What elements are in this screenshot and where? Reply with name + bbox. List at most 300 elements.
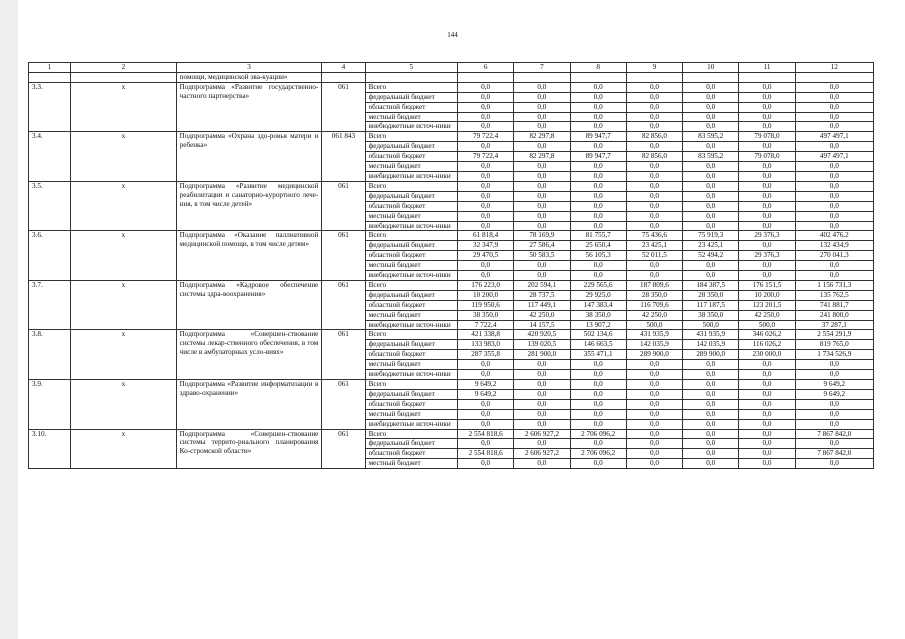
amount-cell: 0,0 (514, 221, 570, 231)
amount-cell: 27 586,4 (514, 241, 570, 251)
subprogram-name: Подпрограмма «Совершен-ствование системы лекар-ственного обеспечения, в том числе в амбулаторных усло-виях» (176, 330, 322, 380)
amount-cell: 0,0 (626, 261, 682, 271)
scan-edge (0, 0, 18, 639)
amount-cell: 7 722,4 (458, 320, 514, 330)
amount-cell: 0,0 (626, 389, 682, 399)
funding-source: федеральный бюджет (365, 290, 457, 300)
amount-cell: 0,0 (626, 360, 682, 370)
amount-cell: 0,0 (570, 271, 626, 281)
amount-cell: 75 436,6 (626, 231, 682, 241)
amount-cell: 0,0 (570, 380, 626, 390)
subprogram-name: Подпрограмма «Развитие информатизации в здраво-охранении» (176, 380, 322, 430)
amount-cell: 79 722,4 (458, 132, 514, 142)
amount-cell: 0,0 (739, 211, 795, 221)
section-x: x (71, 132, 176, 182)
amount-cell: 0,0 (514, 389, 570, 399)
amount-cell: 0,0 (458, 102, 514, 112)
amount-cell: 0,0 (514, 409, 570, 419)
amount-cell: 0,0 (458, 221, 514, 231)
funding-source: внебюджетные источ-ники (365, 171, 457, 181)
amount-cell: 0,0 (739, 449, 795, 459)
table-row (29, 82, 874, 92)
funding-source: федеральный бюджет (365, 340, 457, 350)
table-row (29, 72, 874, 82)
section-x: x (71, 280, 176, 330)
continued-name: помощи, медицинской эва-куации» (176, 72, 322, 82)
funding-source: Всего (365, 429, 457, 439)
subprogram-name: Подпрограмма «Развитие медицинской реабилитации и санаторно-курортного лече-ния, в том числе детей» (176, 181, 322, 231)
amount-cell: 0,0 (683, 459, 739, 469)
amount-cell: 82 297,8 (514, 152, 570, 162)
amount-cell: 0,0 (795, 360, 873, 370)
amount-cell: 0,0 (514, 201, 570, 211)
section-x: x (71, 330, 176, 380)
amount-cell: 0,0 (739, 221, 795, 231)
amount-cell: 0,0 (458, 162, 514, 172)
amount-cell: 0,0 (683, 92, 739, 102)
funding-source: областной бюджет (365, 201, 457, 211)
section-id: 3.7. (29, 280, 71, 330)
amount-cell: 0,0 (514, 142, 570, 152)
amount-cell: 0,0 (739, 409, 795, 419)
amount-cell: 79 078,0 (739, 152, 795, 162)
table-row (29, 280, 874, 290)
column-number: 11 (739, 63, 795, 73)
page-number: 144 (447, 31, 458, 39)
amount-cell: 0,0 (570, 409, 626, 419)
amount-cell: 421 338,8 (458, 330, 514, 340)
table-row (29, 181, 874, 191)
amount-cell: 117 187,5 (683, 300, 739, 310)
funding-source: внебюджетные источ-ники (365, 419, 457, 429)
amount-cell: 28 350,0 (626, 290, 682, 300)
amount-cell: 431 935,9 (626, 330, 682, 340)
amount-cell: 0,0 (683, 271, 739, 281)
column-number: 4 (322, 63, 365, 73)
amount-cell: 0,0 (570, 201, 626, 211)
column-number: 12 (795, 63, 873, 73)
amount-cell: 0,0 (626, 201, 682, 211)
funding-source: областной бюджет (365, 102, 457, 112)
amount-cell: 0,0 (683, 102, 739, 112)
amount-cell: 89 947,7 (570, 132, 626, 142)
amount-cell: 0,0 (739, 92, 795, 102)
funding-source: внебюджетные источ-ники (365, 271, 457, 281)
funding-source: федеральный бюджет (365, 191, 457, 201)
amount-cell: 0,0 (683, 449, 739, 459)
amount-cell: 119 950,6 (458, 300, 514, 310)
amount-cell: 9 649,2 (458, 389, 514, 399)
cell (795, 72, 873, 82)
amount-cell: 0,0 (626, 439, 682, 449)
amount-cell: 0,0 (570, 82, 626, 92)
amount-cell: 29 376,3 (739, 231, 795, 241)
amount-cell: 0,0 (570, 162, 626, 172)
amount-cell: 38 350,0 (570, 310, 626, 320)
amount-cell: 0,0 (626, 419, 682, 429)
cell (322, 72, 365, 82)
amount-cell: 7 867 842,0 (795, 429, 873, 439)
amount-cell: 0,0 (683, 181, 739, 191)
budget-code: 061 843 (322, 132, 365, 182)
amount-cell: 0,0 (626, 191, 682, 201)
funding-source: Всего (365, 132, 457, 142)
amount-cell: 0,0 (514, 191, 570, 201)
funding-source: Всего (365, 181, 457, 191)
section-id: 3.10. (29, 429, 71, 469)
amount-cell: 0,0 (739, 112, 795, 122)
amount-cell: 0,0 (458, 261, 514, 271)
amount-cell: 0,0 (570, 399, 626, 409)
subprogram-name: Подпрограмма «Развитие государственно-частного партнерства» (176, 82, 322, 132)
amount-cell: 502 134,6 (570, 330, 626, 340)
amount-cell: 0,0 (739, 201, 795, 211)
amount-cell: 9 649,2 (458, 380, 514, 390)
amount-cell: 0,0 (458, 459, 514, 469)
amount-cell: 0,0 (795, 112, 873, 122)
amount-cell: 0,0 (458, 211, 514, 221)
column-number: 5 (365, 63, 457, 73)
amount-cell: 187 809,6 (626, 280, 682, 290)
amount-cell: 0,0 (570, 122, 626, 132)
amount-cell: 0,0 (514, 211, 570, 221)
amount-cell: 0,0 (739, 142, 795, 152)
amount-cell: 0,0 (514, 122, 570, 132)
amount-cell: 0,0 (458, 171, 514, 181)
cell (29, 72, 71, 82)
amount-cell: 0,0 (683, 211, 739, 221)
amount-cell: 176 223,0 (458, 280, 514, 290)
amount-cell: 10 200,0 (739, 290, 795, 300)
amount-cell: 355 471,1 (570, 350, 626, 360)
amount-cell: 9 649,2 (795, 380, 873, 390)
amount-cell: 23 425,1 (683, 241, 739, 251)
amount-cell: 0,0 (795, 102, 873, 112)
column-number: 3 (176, 63, 322, 73)
amount-cell: 500,0 (739, 320, 795, 330)
amount-cell: 38 350,0 (683, 310, 739, 320)
amount-cell: 0,0 (683, 82, 739, 92)
amount-cell: 0,0 (683, 162, 739, 172)
amount-cell: 229 565,6 (570, 280, 626, 290)
amount-cell: 0,0 (458, 419, 514, 429)
section-x: x (71, 82, 176, 132)
amount-cell: 0,0 (458, 439, 514, 449)
amount-cell: 0,0 (795, 261, 873, 271)
amount-cell: 0,0 (570, 191, 626, 201)
amount-cell: 2 606 927,2 (514, 449, 570, 459)
table-row (29, 429, 874, 439)
amount-cell: 0,0 (739, 181, 795, 191)
amount-cell: 0,0 (795, 211, 873, 221)
amount-cell: 0,0 (683, 429, 739, 439)
cell (514, 72, 570, 82)
amount-cell: 117 449,1 (514, 300, 570, 310)
amount-cell: 10 200,0 (458, 290, 514, 300)
amount-cell: 0,0 (458, 82, 514, 92)
amount-cell: 89 947,7 (570, 152, 626, 162)
amount-cell: 2 706 096,2 (570, 449, 626, 459)
amount-cell: 0,0 (683, 409, 739, 419)
amount-cell: 0,0 (570, 221, 626, 231)
amount-cell: 52 494,2 (683, 251, 739, 261)
amount-cell: 346 026,2 (739, 330, 795, 340)
amount-cell: 0,0 (795, 171, 873, 181)
funding-source: Всего (365, 280, 457, 290)
amount-cell: 0,0 (570, 112, 626, 122)
amount-cell: 82 856,0 (626, 152, 682, 162)
amount-cell: 0,0 (570, 459, 626, 469)
funding-source: местный бюджет (365, 409, 457, 419)
amount-cell: 52 011,5 (626, 251, 682, 261)
column-number: 2 (71, 63, 176, 73)
amount-cell: 0,0 (739, 102, 795, 112)
amount-cell: 0,0 (514, 181, 570, 191)
amount-cell: 0,0 (795, 459, 873, 469)
amount-cell: 2 606 927,2 (514, 429, 570, 439)
amount-cell: 0,0 (570, 181, 626, 191)
subprogram-name: Подпрограмма «Оказание паллиативной медицинской помощи, в том числе детям» (176, 231, 322, 281)
funding-source: местный бюджет (365, 310, 457, 320)
amount-cell: 0,0 (626, 459, 682, 469)
amount-cell: 287 355,8 (458, 350, 514, 360)
funding-source: местный бюджет (365, 211, 457, 221)
amount-cell: 79 078,0 (739, 132, 795, 142)
amount-cell: 0,0 (739, 370, 795, 380)
amount-cell: 2 554 818,6 (458, 429, 514, 439)
column-number-row (29, 63, 874, 73)
amount-cell: 0,0 (739, 171, 795, 181)
amount-cell: 0,0 (683, 122, 739, 132)
funding-source: областной бюджет (365, 300, 457, 310)
amount-cell: 0,0 (795, 142, 873, 152)
amount-cell: 202 594,1 (514, 280, 570, 290)
amount-cell: 0,0 (739, 271, 795, 281)
amount-cell: 1 734 526,9 (795, 350, 873, 360)
budget-code: 061 (322, 280, 365, 330)
amount-cell: 0,0 (626, 399, 682, 409)
amount-cell: 0,0 (683, 221, 739, 231)
amount-cell: 14 157,5 (514, 320, 570, 330)
amount-cell: 497 497,1 (795, 132, 873, 142)
amount-cell: 0,0 (514, 370, 570, 380)
amount-cell: 2 706 096,2 (570, 429, 626, 439)
column-number: 10 (683, 63, 739, 73)
amount-cell: 28 350,0 (683, 290, 739, 300)
amount-cell: 0,0 (626, 122, 682, 132)
cell (570, 72, 626, 82)
amount-cell: 0,0 (514, 419, 570, 429)
budget-code: 061 (322, 231, 365, 281)
amount-cell: 0,0 (683, 142, 739, 152)
amount-cell: 56 105,3 (570, 251, 626, 261)
amount-cell: 13 907,2 (570, 320, 626, 330)
cell (71, 72, 176, 82)
amount-cell: 0,0 (739, 162, 795, 172)
amount-cell: 29 376,3 (739, 251, 795, 261)
amount-cell: 81 755,7 (570, 231, 626, 241)
funding-source: федеральный бюджет (365, 389, 457, 399)
amount-cell: 497 497,1 (795, 152, 873, 162)
funding-source: областной бюджет (365, 152, 457, 162)
amount-cell: 0,0 (683, 112, 739, 122)
amount-cell: 500,0 (683, 320, 739, 330)
amount-cell: 0,0 (795, 162, 873, 172)
section-x: x (71, 380, 176, 430)
amount-cell: 50 583,5 (514, 251, 570, 261)
amount-cell: 0,0 (458, 122, 514, 132)
funding-source: Всего (365, 380, 457, 390)
amount-cell: 0,0 (458, 92, 514, 102)
funding-source: внебюджетные источ-ники (365, 320, 457, 330)
funding-source: федеральный бюджет (365, 142, 457, 152)
amount-cell: 281 900,0 (514, 350, 570, 360)
amount-cell: 42 250,0 (514, 310, 570, 320)
amount-cell: 0,0 (626, 409, 682, 419)
budget-code: 061 (322, 82, 365, 132)
amount-cell: 142 035,9 (626, 340, 682, 350)
amount-cell: 37 287,1 (795, 320, 873, 330)
budget-code: 061 (322, 380, 365, 430)
funding-source: Всего (365, 330, 457, 340)
amount-cell: 0,0 (570, 261, 626, 271)
column-number: 9 (626, 63, 682, 73)
funding-source: внебюджетные источ-ники (365, 122, 457, 132)
amount-cell: 0,0 (795, 409, 873, 419)
amount-cell: 0,0 (739, 191, 795, 201)
funding-source: областной бюджет (365, 399, 457, 409)
amount-cell: 0,0 (626, 429, 682, 439)
amount-cell: 0,0 (626, 271, 682, 281)
amount-cell: 0,0 (739, 439, 795, 449)
cell (365, 72, 457, 82)
amount-cell: 0,0 (739, 241, 795, 251)
section-id: 3.6. (29, 231, 71, 281)
funding-source: федеральный бюджет (365, 92, 457, 102)
amount-cell: 0,0 (458, 112, 514, 122)
amount-cell: 0,0 (795, 399, 873, 409)
amount-cell: 116 026,2 (739, 340, 795, 350)
amount-cell: 0,0 (683, 261, 739, 271)
amount-cell: 23 425,1 (626, 241, 682, 251)
amount-cell: 1 156 731,3 (795, 280, 873, 290)
amount-cell: 0,0 (458, 181, 514, 191)
amount-cell: 819 765,0 (795, 340, 873, 350)
amount-cell: 0,0 (626, 380, 682, 390)
subprogram-name: Подпрограмма «Кадровое обеспечение системы здра-воохранения» (176, 280, 322, 330)
amount-cell: 0,0 (514, 171, 570, 181)
amount-cell: 0,0 (795, 181, 873, 191)
amount-cell: 0,0 (514, 82, 570, 92)
amount-cell: 0,0 (570, 419, 626, 429)
amount-cell: 241 800,0 (795, 310, 873, 320)
section-id: 3.8. (29, 330, 71, 380)
amount-cell: 83 595,2 (683, 132, 739, 142)
amount-cell: 0,0 (739, 380, 795, 390)
amount-cell: 0,0 (626, 211, 682, 221)
amount-cell: 147 383,4 (570, 300, 626, 310)
funding-source: Всего (365, 231, 457, 241)
amount-cell: 0,0 (458, 409, 514, 419)
amount-cell: 0,0 (683, 399, 739, 409)
subprogram-name: Подпрограмма «Совершен-ствование системы террито-риального планирования Ко-стромской области» (176, 429, 322, 469)
amount-cell: 0,0 (795, 271, 873, 281)
amount-cell: 42 250,0 (626, 310, 682, 320)
section-x: x (71, 429, 176, 469)
amount-cell: 42 250,0 (739, 310, 795, 320)
amount-cell: 0,0 (570, 102, 626, 112)
amount-cell: 0,0 (739, 459, 795, 469)
amount-cell: 0,0 (683, 171, 739, 181)
amount-cell: 0,0 (683, 419, 739, 429)
amount-cell: 431 935,9 (683, 330, 739, 340)
amount-cell: 0,0 (739, 360, 795, 370)
amount-cell: 0,0 (683, 380, 739, 390)
amount-cell: 0,0 (570, 389, 626, 399)
amount-cell: 0,0 (739, 261, 795, 271)
amount-cell: 0,0 (795, 439, 873, 449)
amount-cell: 0,0 (514, 162, 570, 172)
amount-cell: 0,0 (514, 112, 570, 122)
budget-code: 061 (322, 181, 365, 231)
amount-cell: 0,0 (795, 419, 873, 429)
amount-cell: 82 297,8 (514, 132, 570, 142)
amount-cell: 0,0 (626, 82, 682, 92)
amount-cell: 0,0 (739, 389, 795, 399)
amount-cell: 0,0 (458, 201, 514, 211)
amount-cell: 0,0 (458, 271, 514, 281)
amount-cell: 83 595,2 (683, 152, 739, 162)
section-id: 3.9. (29, 380, 71, 430)
section-x: x (71, 181, 176, 231)
budget-code: 061 (322, 429, 365, 469)
amount-cell: 0,0 (683, 201, 739, 211)
column-number: 6 (458, 63, 514, 73)
cell (739, 72, 795, 82)
section-id: 3.5. (29, 181, 71, 231)
funding-source: местный бюджет (365, 459, 457, 469)
amount-cell: 0,0 (795, 370, 873, 380)
amount-cell: 0,0 (458, 370, 514, 380)
amount-cell: 0,0 (795, 92, 873, 102)
amount-cell: 230 000,0 (739, 350, 795, 360)
amount-cell: 78 169,9 (514, 231, 570, 241)
column-number: 1 (29, 63, 71, 73)
funding-source: внебюджетные источ-ники (365, 370, 457, 380)
amount-cell: 0,0 (514, 439, 570, 449)
amount-cell: 0,0 (626, 449, 682, 459)
amount-cell: 28 737,5 (514, 290, 570, 300)
amount-cell: 0,0 (514, 459, 570, 469)
amount-cell: 61 818,4 (458, 231, 514, 241)
funding-source: местный бюджет (365, 261, 457, 271)
amount-cell: 741 881,7 (795, 300, 873, 310)
amount-cell: 0,0 (458, 191, 514, 201)
amount-cell: 139 020,5 (514, 340, 570, 350)
amount-cell: 7 867 842,0 (795, 449, 873, 459)
cell (626, 72, 682, 82)
amount-cell: 133 983,0 (458, 340, 514, 350)
amount-cell: 0,0 (514, 271, 570, 281)
amount-cell: 82 856,0 (626, 132, 682, 142)
amount-cell: 0,0 (626, 171, 682, 181)
funding-source: внебюджетные источ-ники (365, 221, 457, 231)
funding-source: местный бюджет (365, 112, 457, 122)
amount-cell: 0,0 (514, 92, 570, 102)
amount-cell: 0,0 (514, 102, 570, 112)
amount-cell: 0,0 (683, 360, 739, 370)
amount-cell: 0,0 (683, 370, 739, 380)
